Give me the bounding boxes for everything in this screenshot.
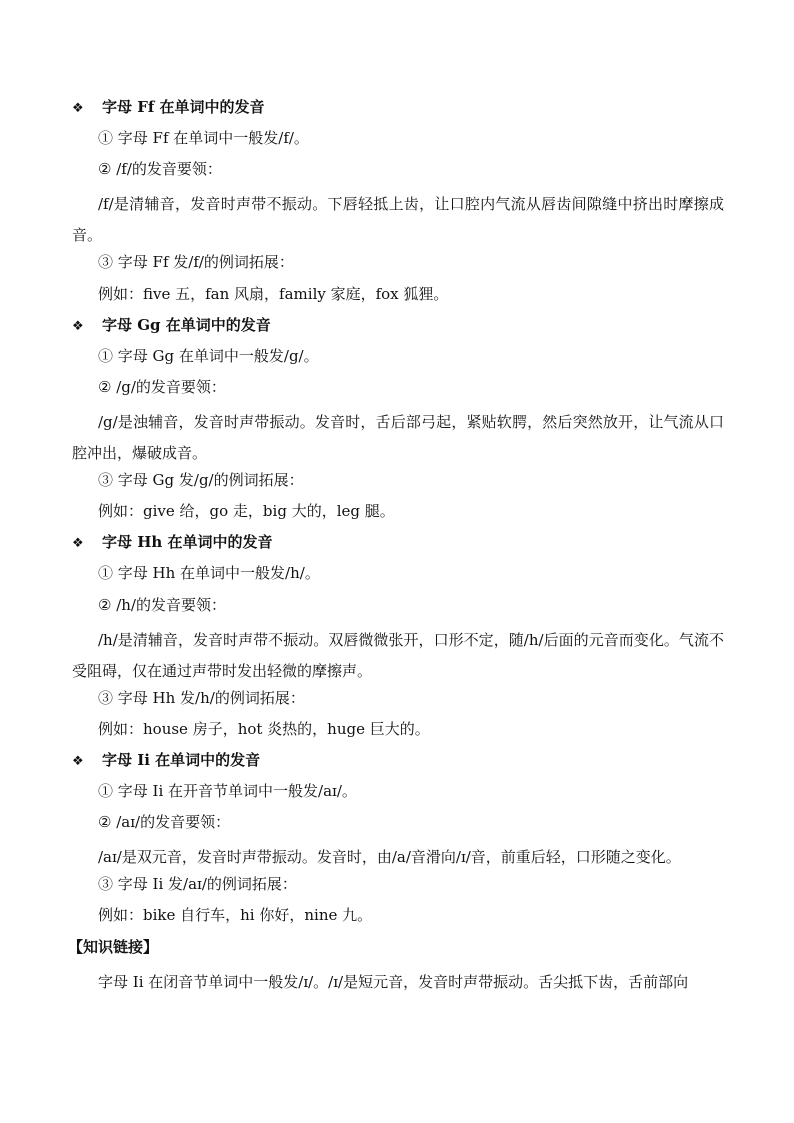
section-heading-ff (72, 96, 724, 118)
rule-hh: ① 字母 Hh 在单词中一般发/h/。 (98, 564, 320, 583)
knowledge-link-title: 【知识链接】 (68, 937, 159, 956)
diamond-bullet-icon: ❖ (72, 536, 84, 552)
requirement-text-hh: /h/是清辅音，发音时声带不振动。双唇微微张开，口形不定，随/h/后面的元音而变化。气流不受阻碍，仅在通过声带时发出轻微的摩擦声。 (72, 630, 724, 680)
diamond-bullet-icon: ❖ (72, 753, 84, 769)
requirement-title-gg: ② /g/的发音要领： (98, 377, 226, 396)
requirement-text-gg: /g/是浊辅音，发音时声带振动。发音时，舌后部弓起，紧贴软腭，然后突然放开，让气流从口腔冲出，爆破成音。 (72, 412, 724, 463)
heading-text: 字母 Ii 在单词中的发音 (102, 750, 261, 769)
rule-ff: ① 字母 Ff 在单词中一般发/f/。 (98, 129, 309, 148)
examples-ff: 例如：five 五，fan 风扇，family 家庭，fox 狐狸。 (98, 284, 449, 303)
knowledge-link-text: 字母 Ii 在闭音节单词中一般发/ɪ/。/ɪ/是短元音，发音时声带振动。舌尖抵下齿，舌前部向 (98, 972, 689, 991)
heading-text: 字母 Gg 在单词中的发音 (102, 315, 271, 334)
requirement-text-ff: /f/是清辅音，发音时声带不振动。下唇轻抵上齿，让口腔内气流从唇齿间隙缝中挤出时摩擦成音。 (72, 195, 724, 245)
example-title-hh: ③ 字母 Hh 发/h/的例词拓展： (98, 688, 305, 707)
example-title-ff: ③ 字母 Ff 发/f/的例词拓展： (98, 253, 294, 272)
diamond-bullet-icon: ❖ (72, 318, 84, 334)
requirement-title-ff: ② /f/的发音要领： (98, 160, 222, 179)
section-heading-gg (72, 314, 724, 336)
diamond-bullet-icon: ❖ (72, 101, 84, 116)
examples-hh: 例如：house 房子，hot 炎热的，huge 巨大的。 (98, 719, 430, 738)
requirement-title-ii: ② /aɪ/的发音要领： (98, 813, 231, 832)
examples-ii: 例如：bike 自行车，hi 你好，nine 九。 (98, 906, 373, 925)
example-title-gg: ③ 字母 Gg 发/g/的例词拓展： (98, 471, 304, 490)
document-content (68, 96, 724, 998)
requirement-text-ii: /aɪ/是双元音，发音时声带振动。发音时，由/a/音滑向/ɪ/音，前重后轻，口形随之变化。 (98, 848, 681, 867)
rule-ii: ① 字母 Ii 在开音节单词中一般发/aɪ/。 (98, 782, 357, 801)
requirement-title-hh: ② /h/的发音要领： (98, 595, 226, 614)
section-heading-ii (72, 749, 724, 771)
section-heading-hh (72, 531, 724, 553)
heading-text: 字母 Ff 在单词中的发音 (102, 98, 265, 116)
heading-text: 字母 Hh 在单词中的发音 (102, 533, 273, 552)
rule-gg: ① 字母 Gg 在单词中一般发/g/。 (98, 346, 319, 365)
example-title-ii: ③ 字母 Ii 发/aɪ/的例词拓展： (98, 875, 297, 894)
examples-gg: 例如：give 给，go 走，big 大的，leg 腿。 (98, 502, 395, 521)
